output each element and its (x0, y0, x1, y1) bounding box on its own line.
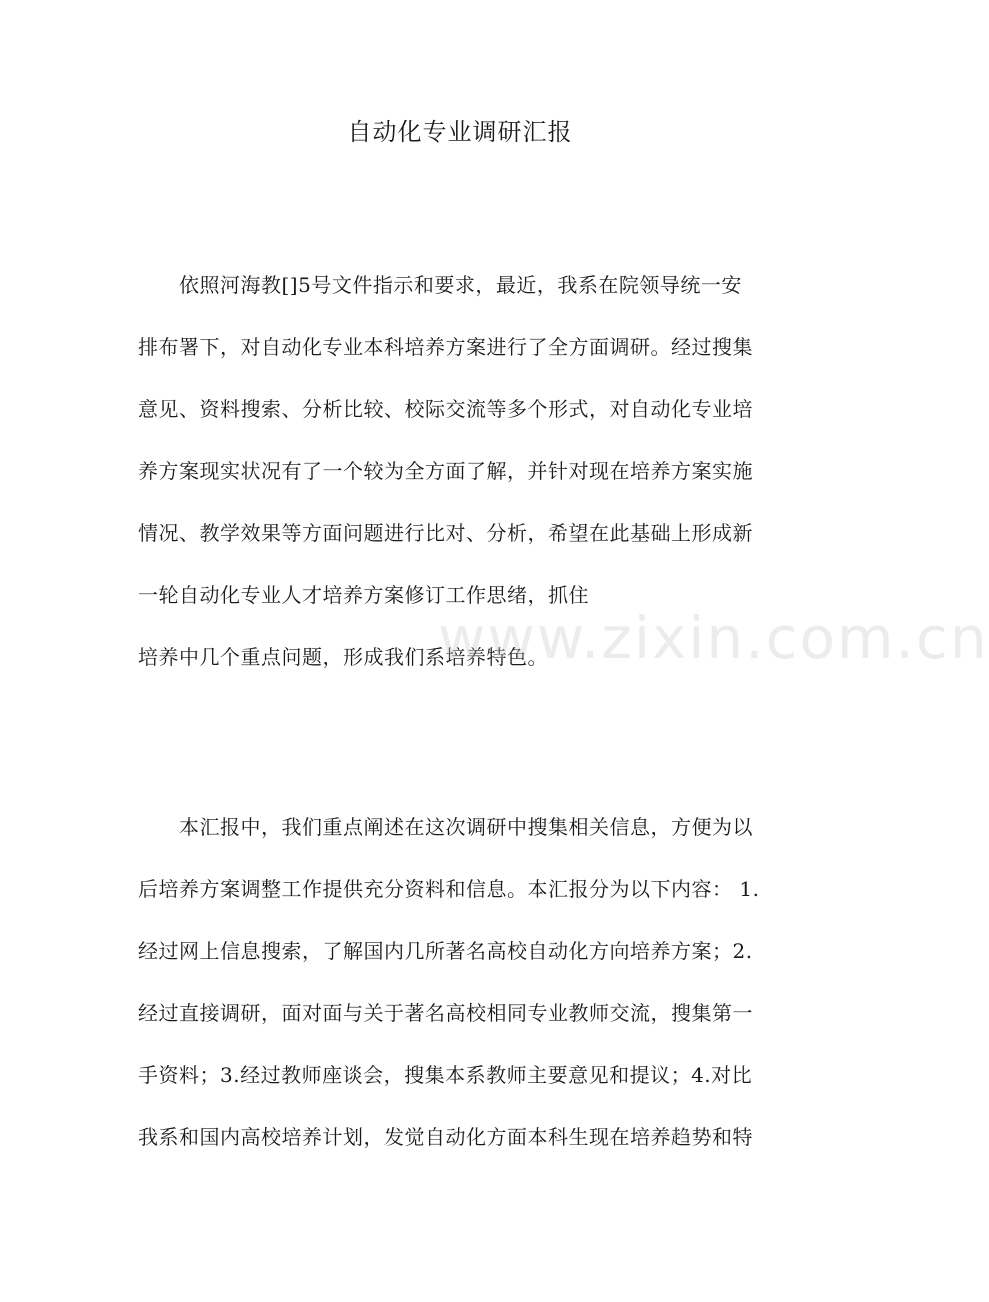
paragraph-line: 一轮自动化专业人才培养方案修订工作思绪，抓住 (138, 583, 589, 607)
paragraph-line: 养方案现实状况有了一个较为全方面了解，并针对现在培养方案实施 (138, 459, 753, 483)
paragraph-report-outline (138, 796, 788, 1168)
paragraph-line: 依照河海教[]5号文件指示和要求，最近，我系在院领导统一安 (138, 273, 742, 297)
paragraph-line: 后培养方案调整工作提供充分资料和信息。本汇报分为以下内容： 1. (138, 877, 760, 901)
document-title: 自动化专业调研汇报 (347, 118, 573, 146)
watermark: www.zixin.com.cn (438, 604, 989, 672)
paragraph-line: 经过直接调研，面对面与关于著名高校相同专业教师交流，搜集第一 (138, 1001, 753, 1025)
paragraph-intro (138, 254, 788, 688)
paragraph-line: 本汇报中，我们重点阐述在这次调研中搜集相关信息，方便为以 (138, 815, 753, 839)
paragraph-line: 情况、教学效果等方面问题进行比对、分析，希望在此基础上形成新 (138, 521, 753, 545)
paragraph-line: 经过网上信息搜索，了解国内几所著名高校自动化方向培养方案；2. (138, 939, 753, 963)
paragraph-line: 意见、资料搜索、分析比较、校际交流等多个形式，对自动化专业培 (138, 397, 753, 421)
paragraph-line: 我系和国内高校培养计划，发觉自动化方面本科生现在培养趋势和特 (138, 1125, 753, 1149)
paragraph-line: 培养中几个重点问题，形成我们系培养特色。 (138, 645, 548, 669)
paragraph-line: 排布署下，对自动化专业本科培养方案进行了全方面调研。经过搜集 (138, 335, 753, 359)
paragraph-line: 手资料；3.经过教师座谈会，搜集本系教师主要意见和提议；4.对比 (138, 1063, 753, 1087)
